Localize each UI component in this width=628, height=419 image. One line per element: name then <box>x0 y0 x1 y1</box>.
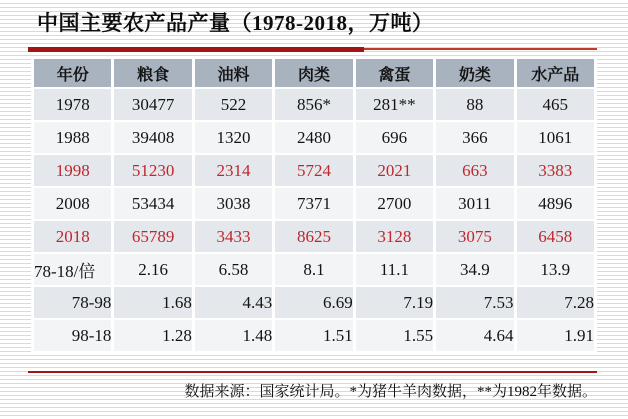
value-cell: 88 <box>436 89 513 120</box>
table-row <box>34 320 594 351</box>
table-header-cell: 肉类 <box>275 59 352 87</box>
value-cell: 696 <box>356 122 433 153</box>
value-cell: 7.19 <box>356 287 433 318</box>
value-cell: 65789 <box>114 221 191 252</box>
value-cell: 281** <box>356 89 433 120</box>
value-cell: 856* <box>275 89 352 120</box>
table-header-row <box>34 59 594 87</box>
table-row <box>34 155 594 186</box>
value-cell: 4.64 <box>436 320 513 351</box>
value-cell: 2700 <box>356 188 433 219</box>
title-underline <box>28 47 597 52</box>
table-header-cell: 油料 <box>195 59 272 87</box>
value-cell: 522 <box>195 89 272 120</box>
value-cell: 4896 <box>517 188 594 219</box>
value-cell: 3011 <box>436 188 513 219</box>
table-header-cell: 奶类 <box>436 59 513 87</box>
value-cell: 6458 <box>517 221 594 252</box>
table-row <box>34 89 594 120</box>
value-cell: 366 <box>436 122 513 153</box>
table-row <box>34 188 594 219</box>
table-container <box>31 57 597 353</box>
value-cell: 2480 <box>275 122 352 153</box>
title-underline-thick <box>28 47 364 52</box>
value-cell: 1.48 <box>195 320 272 351</box>
value-cell: 2021 <box>356 155 433 186</box>
value-cell: 3038 <box>195 188 272 219</box>
value-cell: 7.28 <box>517 287 594 318</box>
value-cell: 3128 <box>356 221 433 252</box>
value-cell: 663 <box>436 155 513 186</box>
value-cell: 51230 <box>114 155 191 186</box>
value-cell: 30477 <box>114 89 191 120</box>
row-label-cell: 1978 <box>34 89 111 120</box>
value-cell: 39408 <box>114 122 191 153</box>
value-cell: 1061 <box>517 122 594 153</box>
row-label-cell: 1998 <box>34 155 111 186</box>
slide-title: 中国主要农产品产量（1978-2018，万吨） <box>37 11 434 35</box>
value-cell: 1.51 <box>275 320 352 351</box>
row-label-cell: 78-18/倍 <box>34 254 111 285</box>
value-cell: 2314 <box>195 155 272 186</box>
table-header-cell: 水产品 <box>517 59 594 87</box>
value-cell: 53434 <box>114 188 191 219</box>
value-cell: 7.53 <box>436 287 513 318</box>
value-cell: 1.28 <box>114 320 191 351</box>
table-body <box>34 89 594 351</box>
value-cell: 7371 <box>275 188 352 219</box>
bottom-rule <box>28 371 597 373</box>
row-label-cell: 2018 <box>34 221 111 252</box>
value-cell: 465 <box>517 89 594 120</box>
row-label-cell: 1988 <box>34 122 111 153</box>
table-row <box>34 122 594 153</box>
row-label-cell: 78-98 <box>34 287 111 318</box>
table-header-cell: 年份 <box>34 59 111 87</box>
value-cell: 34.9 <box>436 254 513 285</box>
value-cell: 6.69 <box>275 287 352 318</box>
value-cell: 1.55 <box>356 320 433 351</box>
table-row <box>34 254 594 285</box>
value-cell: 2.16 <box>114 254 191 285</box>
row-label-cell: 2008 <box>34 188 111 219</box>
table-header-cell: 粮食 <box>114 59 191 87</box>
table-header-cell: 禽蛋 <box>356 59 433 87</box>
table-row <box>34 287 594 318</box>
source-note: 数据来源：国家统计局。*为猪牛羊肉数据，**为1982年数据。 <box>184 384 597 400</box>
value-cell: 3433 <box>195 221 272 252</box>
value-cell: 8.1 <box>275 254 352 285</box>
value-cell: 1.68 <box>114 287 191 318</box>
row-label-cell: 98-18 <box>34 320 111 351</box>
value-cell: 1.91 <box>517 320 594 351</box>
value-cell: 13.9 <box>517 254 594 285</box>
table-head <box>34 59 594 87</box>
value-cell: 4.43 <box>195 287 272 318</box>
value-cell: 3383 <box>517 155 594 186</box>
value-cell: 6.58 <box>195 254 272 285</box>
value-cell: 3075 <box>436 221 513 252</box>
value-cell: 1320 <box>195 122 272 153</box>
production-table <box>31 57 597 353</box>
value-cell: 11.1 <box>356 254 433 285</box>
table-row <box>34 221 594 252</box>
value-cell: 8625 <box>275 221 352 252</box>
value-cell: 5724 <box>275 155 352 186</box>
